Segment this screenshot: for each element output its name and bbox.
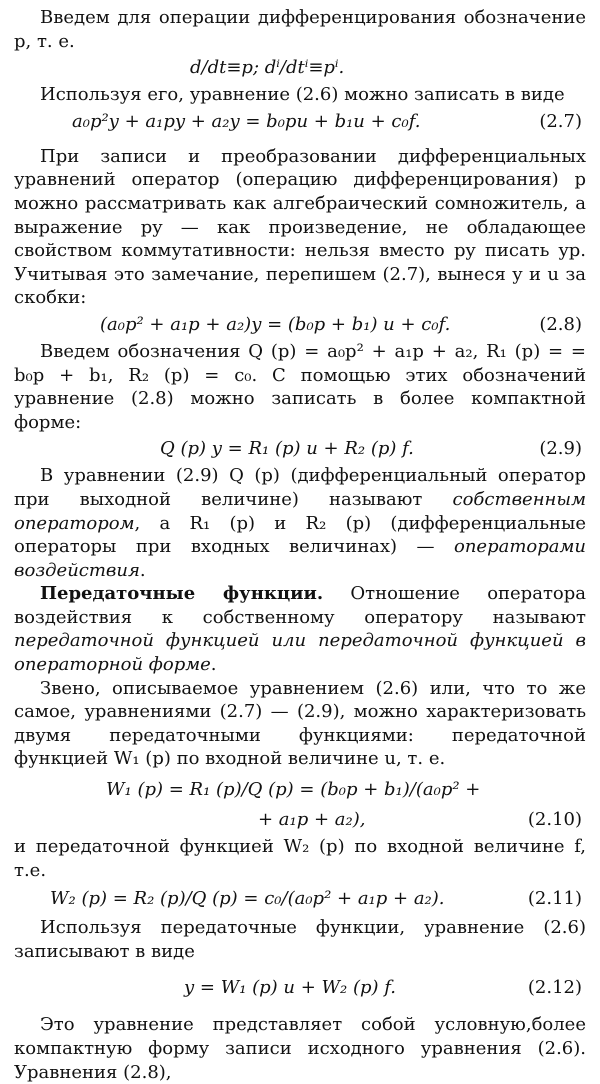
term-own-operator: собственным оператором <box>14 488 586 534</box>
equation-body: Q (p) y = R₁ (p) u + R₂ (p) f. <box>160 438 414 460</box>
text-span: В уравнении (2.9) Q (p) (дифференциальный оператор при выходной величине) называют <box>14 465 586 510</box>
paragraph-notations: Введем обозначения Q (p) = a₀p² + a₁p + a₂, R₁ (p) = = b₀p + b₁, R₂ (p) = c₀. С помощью этих обозначений уравнение (2.8) можно записать в более компактной форме: <box>14 340 586 433</box>
paragraph-operators-definition <box>14 464 586 582</box>
equation-2-12 <box>14 971 586 1005</box>
equation-2-10-line-1 <box>14 775 586 805</box>
text-span: . <box>210 654 217 676</box>
paragraph-using-notation: Используя его, уравнение (2.6) можно записать в виде <box>40 84 565 106</box>
equation-number: (2.10) <box>527 809 582 831</box>
equation-2-9 <box>14 434 586 464</box>
equation-number: (2.8) <box>539 313 582 335</box>
paragraph-operator-remark: При записи и преобразовании дифференциальных уравнений оператор (операцию дифференцирования) p можно рассматривать как алгебраический сомножитель, а выражение py — как произведение, не обладающее свойством коммутативности: нельзя вместо py писать yp. Учитывая это замечание, перепишем (2.7), вынеся y и u за скобки: <box>14 145 586 309</box>
equation-number: (2.11) <box>527 888 582 910</box>
paragraph-intro: Введем для операции дифференцирования обозначение p, т. е. <box>14 7 586 52</box>
paragraph-using-transfer: Используя передаточные функции, уравнение (2.6) записывают в виде <box>14 917 586 962</box>
equation-derivative-notation <box>14 53 586 83</box>
term-action-operators: операторами воздействия <box>14 536 586 581</box>
equation-body: (a₀p² + a₁p + a₂)y = (b₀p + b₁) u + c₀f. <box>100 313 451 335</box>
equation-number: (2.7) <box>539 110 582 132</box>
equation-2-10-line-2 <box>14 805 586 835</box>
equation-2-11 <box>14 882 586 916</box>
term-transfer-function: передаточной функцией или передаточной функцией в операторной форме <box>14 630 586 676</box>
equation-body: W₂ (p) = R₂ (p)/Q (p) = c₀/(a₀p² + a₁p + a₂). <box>50 888 445 910</box>
text-span: . <box>139 559 146 581</box>
equation-number: (2.9) <box>539 438 582 460</box>
equation-body: W₁ (p) = R₁ (p)/Q (p) = (b₀p + b₁)/(a₀p² + <box>106 779 481 801</box>
equation-body: y = W₁ (p) u + W₂ (p) f. <box>184 977 397 999</box>
equation-2-8 <box>14 310 586 340</box>
paragraph-closing: Это уравнение представляет собой условную,более компактную форму записи исходного уравнения (2.6). Уравнения (2.8), <box>14 1014 586 1083</box>
equation-body: d/dt≡p; dⁱ/dtⁱ≡pⁱ. <box>190 57 345 79</box>
section-heading: Передаточные функции. <box>40 583 324 605</box>
equation-body: a₀p²y + a₁py + a₂y = b₀pu + b₁u + c₀f. <box>72 110 421 132</box>
equation-2-7 <box>14 107 586 137</box>
paragraph-link-description: Звено, описываемое уравнением (2.6) или, что то же самое, уравнениями (2.7) — (2.9), можно характеризовать двумя передаточными функциями: передаточной функцией W₁ (p) по входной величине u, т. е. <box>14 677 586 770</box>
equation-body: + a₁p + a₂), <box>258 809 366 831</box>
paragraph-transfer-functions <box>14 582 586 676</box>
text-span: Отношение оператора воздействия к собственному оператору называют <box>14 583 586 628</box>
text-span: , а R₁ (p) и R₂ (p) (дифференциальные операторы при входных величинах) — <box>14 512 586 558</box>
equation-number: (2.12) <box>527 977 582 999</box>
paragraph-second-transfer: и передаточной функцией W₂ (p) по входной величине f, т.е. <box>14 836 586 881</box>
